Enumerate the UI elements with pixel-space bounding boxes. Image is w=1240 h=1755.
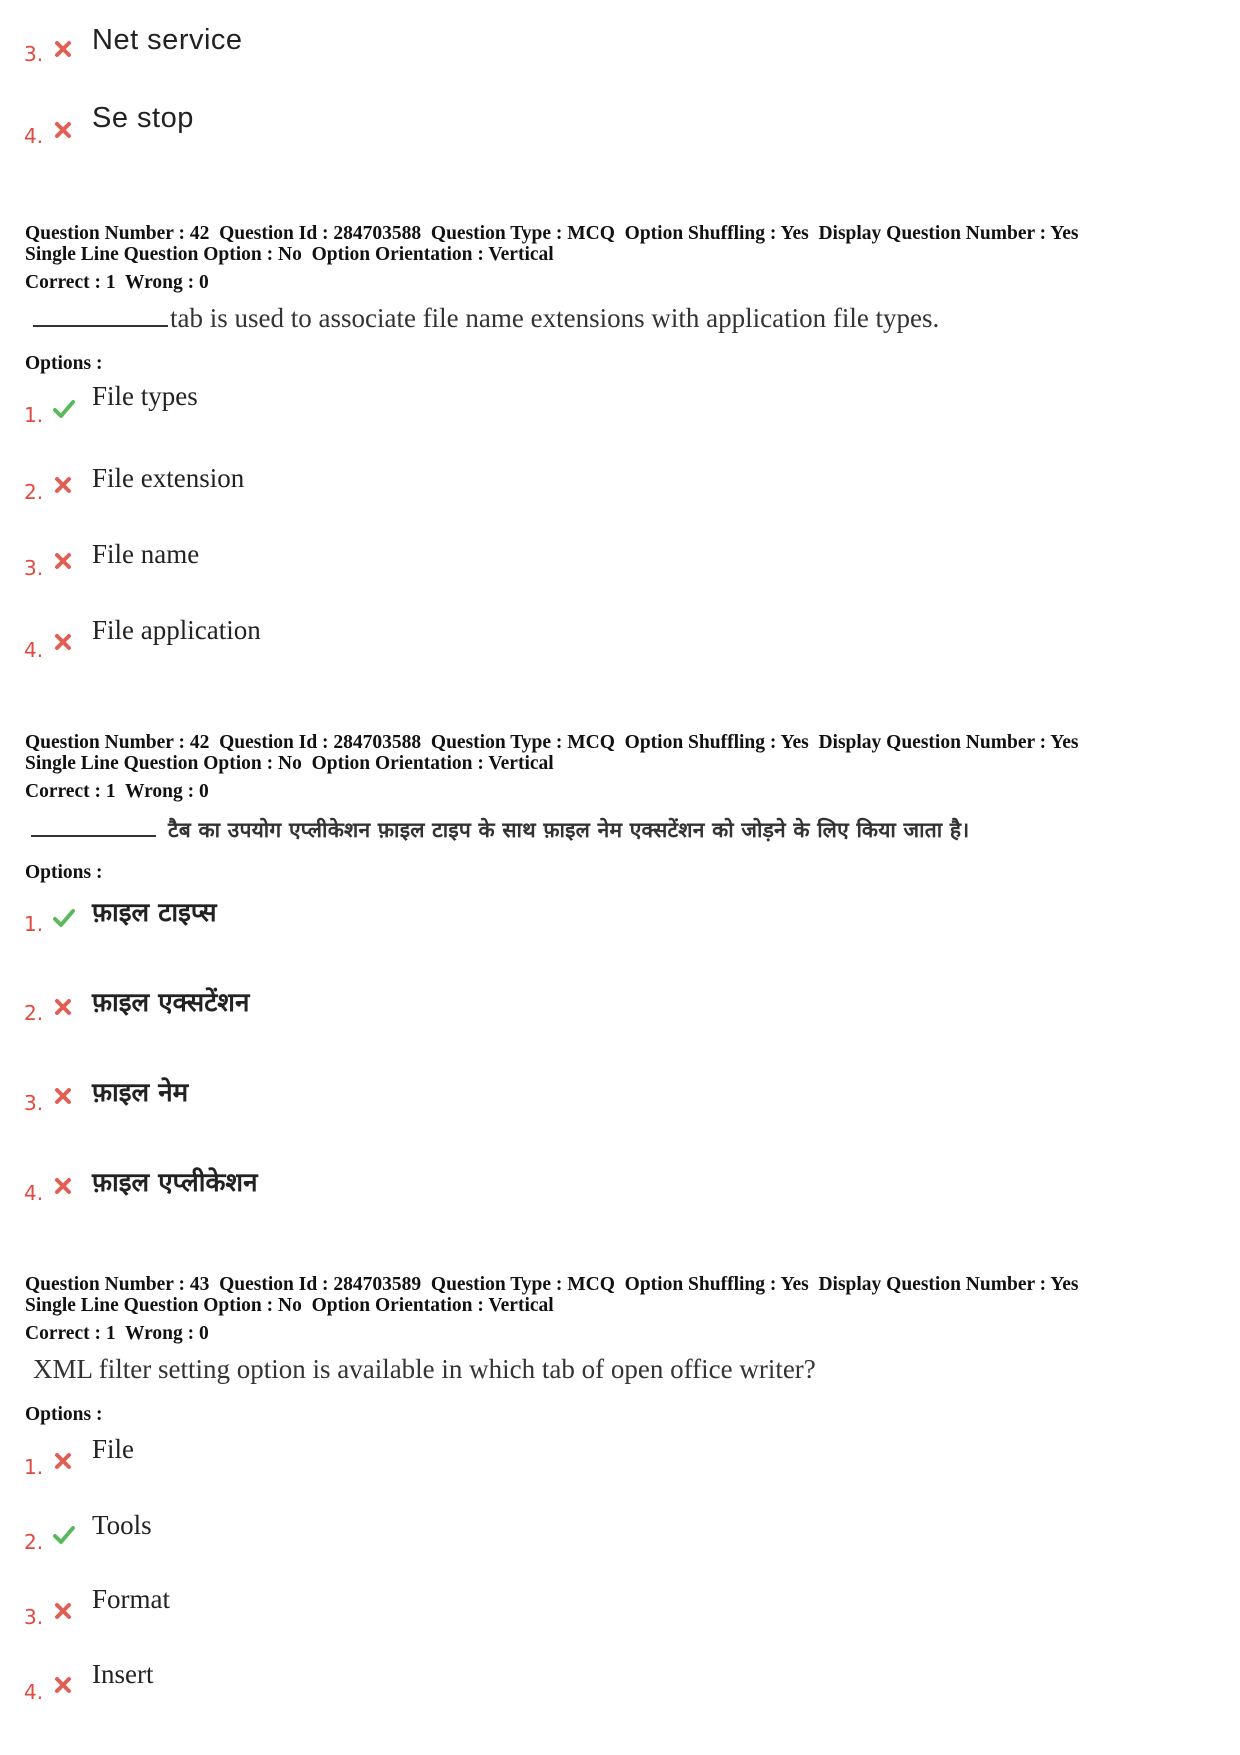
option-number: 2. (24, 480, 44, 504)
option-text: File name (92, 539, 200, 569)
options-label: Options : (25, 1404, 103, 1425)
question-text-body: tab is used to associate file name extensions with application file types. (170, 303, 940, 333)
option-number: 1. (24, 403, 44, 427)
question-meta-line1: Question Number : 43 Question Id : 284703589 Question Type : MCQ Option Shuffling : Yes Display Question Number : Yes (25, 1274, 1079, 1295)
option-number: 4. (24, 1680, 44, 1704)
cross-icon (52, 996, 74, 1018)
check-icon (52, 907, 74, 929)
cross-icon (52, 1450, 74, 1472)
cross-icon (52, 631, 74, 653)
option-text: File (92, 1434, 135, 1464)
option-text: Tools (92, 1510, 152, 1540)
question-meta-line1: Question Number : 42 Question Id : 284703588 Question Type : MCQ Option Shuffling : Yes Display Question Number : Yes (25, 223, 1079, 244)
answer-blank (33, 301, 168, 327)
option-text: फ़ाइल एप्लीकेशन (92, 1168, 258, 1198)
option-text: Insert (92, 1659, 154, 1689)
question-text (31, 815, 969, 844)
option-number: 4. (24, 638, 44, 662)
check-icon (52, 1524, 74, 1546)
correct-wrong-score: Correct : 1 Wrong : 0 (25, 272, 209, 293)
option-number: 4. (24, 1181, 44, 1205)
option-text: File extension (92, 463, 245, 493)
question-meta-line1: Question Number : 42 Question Id : 284703588 Question Type : MCQ Option Shuffling : Yes Display Question Number : Yes (25, 732, 1079, 753)
correct-wrong-score: Correct : 1 Wrong : 0 (25, 781, 209, 802)
option-text: Se stop (92, 102, 194, 134)
option-number: 3. (24, 556, 44, 580)
answer-blank (31, 815, 156, 837)
option-number: 4. (24, 124, 44, 148)
option-number: 3. (24, 42, 44, 66)
question-meta-line2: Single Line Question Option : No Option Orientation : Vertical (25, 753, 554, 774)
options-label: Options : (25, 353, 103, 374)
option-text: फ़ाइल टाइप्स (92, 898, 217, 928)
option-text: फ़ाइल नेम (92, 1078, 189, 1108)
cross-icon (52, 1175, 74, 1197)
option-number: 1. (24, 1455, 44, 1479)
option-text: Format (92, 1584, 170, 1614)
check-icon (52, 398, 74, 420)
option-number: 1. (24, 912, 44, 936)
option-number: 3. (24, 1605, 44, 1629)
cross-icon (52, 474, 74, 496)
options-label: Options : (25, 862, 103, 883)
question-text-body: XML filter setting option is available in which tab of open office writer? (33, 1354, 816, 1384)
question-text (33, 1354, 816, 1385)
question-meta-line2: Single Line Question Option : No Option Orientation : Vertical (25, 1295, 554, 1316)
option-text: File application (92, 615, 261, 645)
option-text: File types (92, 381, 198, 411)
question-text-body: टैब का उपयोग एप्लीकेशन फ़ाइल टाइप के साथ फ़ाइल नेम एक्सटेंशन को जोड़ने के लिए किया जाता है। (168, 818, 970, 842)
cross-icon (52, 1085, 74, 1107)
option-text: Net service (92, 24, 243, 56)
cross-icon (52, 1674, 74, 1696)
cross-icon (52, 119, 74, 141)
question-meta-line2: Single Line Question Option : No Option Orientation : Vertical (25, 244, 554, 265)
question-text (33, 301, 939, 334)
option-text: फ़ाइल एक्सटेंशन (92, 988, 250, 1018)
option-number: 2. (24, 1530, 44, 1554)
cross-icon (52, 1600, 74, 1622)
cross-icon (52, 550, 74, 572)
option-number: 2. (24, 1001, 44, 1025)
cross-icon (52, 38, 74, 60)
option-number: 3. (24, 1091, 44, 1115)
correct-wrong-score: Correct : 1 Wrong : 0 (25, 1323, 209, 1344)
